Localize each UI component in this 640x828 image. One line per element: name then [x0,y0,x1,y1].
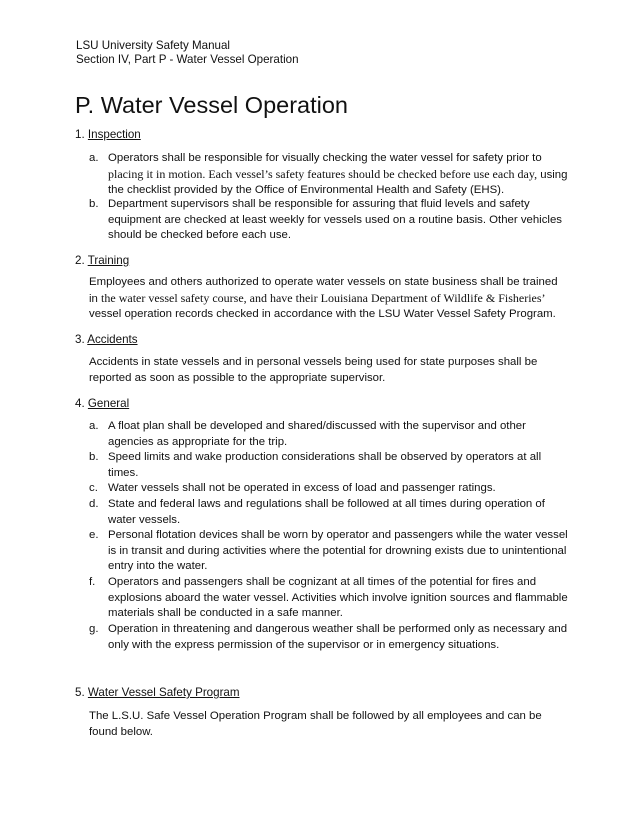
accidents-paragraph: Accidents in state vessels and in personal vessels being used for state purposes shall be reported as soon as possible to the appropriate supervisor. [89,356,538,384]
section-title: Inspection [87,128,141,141]
list-item [89,151,569,199]
list-item [89,497,569,528]
paragraph-part: the water vessel safety course, and have their Louisiana Department of Wildlife & Fisheries’ [101,290,546,305]
list-marker: a. [89,152,99,164]
section-heading-accidents [75,333,138,347]
list-marker: f. [89,576,96,588]
section-title: General [87,397,130,410]
section-number: 1. [75,128,85,141]
list-item-text [108,151,569,199]
list-item-text: Operation in threatening and dangerous weather shall be performed only as necessary and only with the express permission of the supervisor or in emergency situations. [108,623,568,651]
paragraph-part: Employees and others authorized to operate water vessels on state business shall be trained in [89,276,558,305]
list-item [89,481,569,497]
section-title: Accidents [87,333,138,346]
header-section-title: Section IV, Part P - Water Vessel Operation [76,53,299,66]
list-item-text: Water vessels shall not be operated in excess of load and passenger ratings. [108,482,496,494]
list-item [89,197,569,244]
list-marker: c. [89,482,98,494]
training-paragraph [89,275,567,323]
list-item-text: Department supervisors shall be responsible for assuring that fluid levels and safety equipment are checked at least weekly for vessels used on a routine basis. Other vehicles should be checked before each use. [108,198,562,242]
list-item [89,419,569,450]
list-marker: e. [89,529,99,541]
section-number: 4. [75,397,85,410]
list-marker: g. [89,623,99,635]
header-manual-title: LSU University Safety Manual [76,39,231,52]
section-heading-program [75,686,240,700]
list-item-text: A float plan shall be developed and shared/discussed with the supervisor and other agencies as appropriate for the trip. [108,420,526,448]
list-marker: a. [89,420,99,432]
list-item-text: Personal flotation devices shall be worn by operator and passengers while the water vessel is in transit and during activities where the potential for drowning exists due to unintentional entry into the water. [108,529,568,573]
section-heading-training [75,254,129,268]
list-item [89,622,569,653]
list-marker: d. [89,498,99,510]
section-number: 3. [75,333,85,346]
section-number: 2. [75,254,85,267]
page-title: P. Water Vessel Operation [75,92,349,118]
section-title: Water Vessel Safety Program [87,686,240,699]
list-item-text: State and federal laws and regulations shall be followed at all times during operation of water vessels. [108,498,545,526]
section-number: 5. [75,686,85,699]
list-marker: b. [89,198,99,210]
list-item [89,528,569,575]
list-item-text-part: using the checklist provided by the Office of Environmental Health and Safety (EHS). [108,168,568,197]
program-paragraph: The L.S.U. Safe Vessel Operation Program shall be followed by all employees and can be found below. [89,710,542,738]
list-marker: b. [89,451,99,463]
list-item [89,450,569,481]
section-title: Training [87,254,130,267]
list-item [89,575,569,622]
list-item-text: Speed limits and wake production considerations shall be observed by operators at all times. [108,451,542,479]
section-heading-general [75,397,129,411]
paragraph-part: vessel operation records checked in accordance with the LSU Water Vessel Safety Program. [89,308,556,321]
list-item-text-part: placing it in motion. Each vessel’s safety features should be checked before use each day, [108,166,538,181]
list-item-text: Operators and passengers shall be cognizant at all times of the potential for fires and explosions aboard the water vessel. Activities which involve ignition sources and flammable materials shall be conducted in a safe manner. [108,576,568,620]
section-heading-inspection [75,128,141,142]
list-item-text-part: Operators shall be responsible for visually checking the water vessel for safety prior to [108,152,542,164]
